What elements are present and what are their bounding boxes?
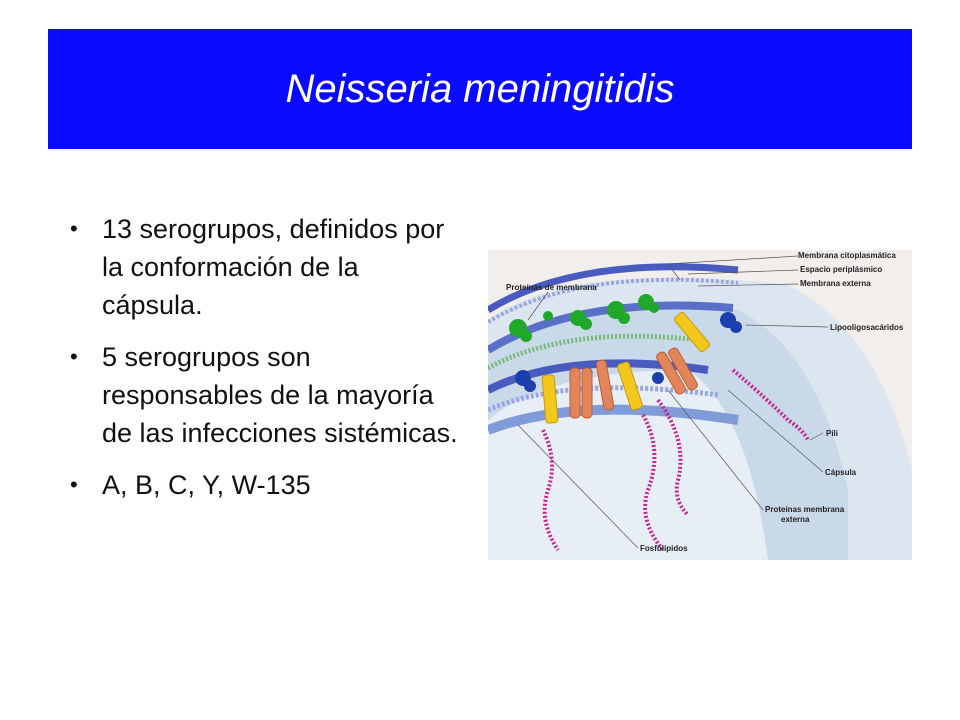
label-proteinas-membrana-externa-line2: externa (781, 515, 810, 524)
bullet-text: 5 serogrupos son responsables de la mayoría de las infecciones sistémicas. (102, 342, 458, 448)
title-bar (48, 29, 912, 149)
label-proteinas-membrana-externa: Proteínas membrana (765, 505, 845, 514)
label-proteinas-de-membrana: Proteínas de membrana (506, 283, 597, 292)
bullet-item (60, 210, 460, 324)
bullet-item (60, 338, 460, 452)
label-capsula: Cápsula (825, 468, 857, 477)
label-membrana-externa: Membrana externa (800, 279, 871, 288)
bullet-text: A, B, C, Y, W-135 (102, 470, 311, 500)
bullet-list (60, 210, 460, 518)
bullet-icon: • (70, 216, 78, 241)
bacteria-cell-wall-diagram (488, 250, 912, 560)
bullet-icon: • (70, 344, 78, 369)
label-espacio-periplasmico: Espacio periplásmico (800, 265, 883, 274)
bullet-icon: • (70, 472, 78, 497)
bullet-item (60, 466, 460, 504)
label-pili: Pili (826, 429, 839, 438)
bullet-text: 13 serogrupos, definidos por la conformación de la cápsula. (102, 214, 445, 320)
label-fosfolipidos: Fosfolípidos (640, 544, 688, 553)
label-membrana-citoplasmatica: Membrana citoplasmática (798, 251, 896, 260)
slide-title: Neisseria meningitidis (285, 66, 675, 111)
label-lipooligosacaridos: Lipooligosacáridos (830, 323, 904, 332)
